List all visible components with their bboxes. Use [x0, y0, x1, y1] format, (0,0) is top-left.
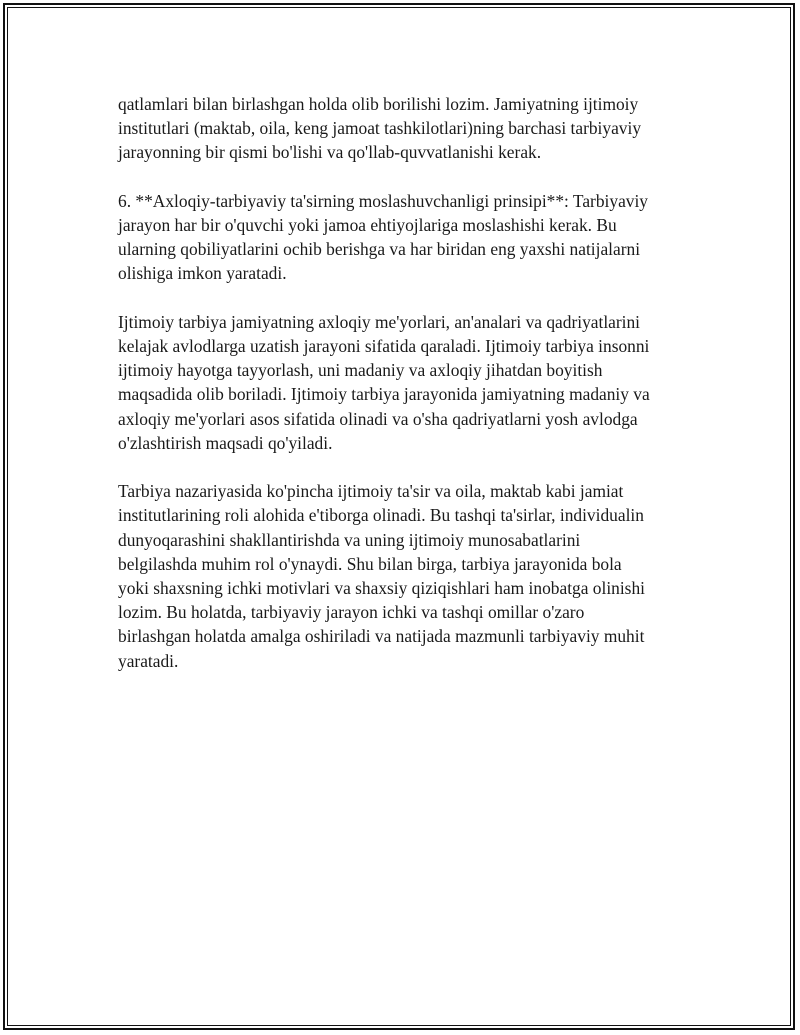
document-body	[118, 92, 690, 697]
text-line: dunyoqarashini shakllantirishda va uning ijtimoiy munosabatlarini	[118, 529, 581, 550]
text-line: lozim. Bu holatda, tarbiyaviy jarayon ichki va tashqi omillar o'zaro	[118, 602, 585, 623]
paragraph-education-theory	[118, 479, 690, 673]
paragraph-principle-6	[118, 189, 690, 286]
text-line: qatlamlari bilan birlashgan holda olib borilishi lozim. Jamiyatning ijtimoiy	[118, 94, 639, 114]
text-line: Ijtimoiy tarbiya jamiyatning axloqiy me'yorlari, an'analari va qadriyatlarini	[118, 311, 641, 332]
paragraph-social-education	[118, 310, 690, 455]
text-line: birlashgan holatda amalga oshiriladi va natijada mazmunli tarbiyaviy muhit	[118, 626, 645, 647]
text-line: belgilashda muhim rol o'ynaydi. Shu bilan birga, tarbiya jarayonida bola	[118, 553, 622, 574]
text-line: maqsadida olib boriladi. Ijtimoiy tarbiya jarayonida jamiyatning madaniy va	[118, 384, 650, 405]
text-line: Tarbiya nazariyasida ko'pincha ijtimoiy ta'sir va oila, maktab kabi jamiat	[118, 481, 624, 502]
text-line: o'zlashtirish maqsadi qo'yiladi.	[118, 432, 333, 453]
text-line: institutlari (maktab, oila, keng jamoat tashkilotlari)ning barchasi tarbiyaviy	[118, 118, 642, 139]
text-line: institutlarining roli alohida e'tiborga olinadi. Bu tashqi ta'sirlar, individualin	[118, 505, 644, 526]
text-line: olishiga imkon yaratadi.	[118, 263, 287, 284]
text-line: jarayonning bir qismi bo'lishi va qo'llab-quvvatlanishi kerak.	[118, 142, 542, 163]
text-line: kelajak avlodlarga uzatish jarayoni sifatida qaraladi. Ijtimoiy tarbiya insonni	[118, 336, 650, 356]
text-line: yaratadi.	[118, 650, 179, 671]
text-line: jarayon har bir o'quvchi yoki jamoa ehtiyojlariga moslashishi kerak. Bu	[118, 215, 617, 235]
text-line: axloqiy me'yorlari asos sifatida olinadi va o'sha qadriyatlarni yosh avlodga	[118, 408, 638, 429]
text-line: ijtimoiy hayotga tayyorlash, uni madaniy va axloqiy jihatdan boyitish	[118, 360, 603, 381]
text-line: 6. **Axloqiy-tarbiyaviy ta'sirning moslashuvchanligi prinsipi**: Tarbiyaviy	[118, 190, 649, 211]
paragraph-continuation	[118, 92, 690, 165]
text-line: yoki shaxsning ichki motivlari va shaxsiy qiziqishlari ham inobatga olinishi	[118, 578, 645, 599]
text-line: ularning qobiliyatlarini ochib berishga va har biridan eng yaxshi natijalarni	[118, 239, 641, 260]
